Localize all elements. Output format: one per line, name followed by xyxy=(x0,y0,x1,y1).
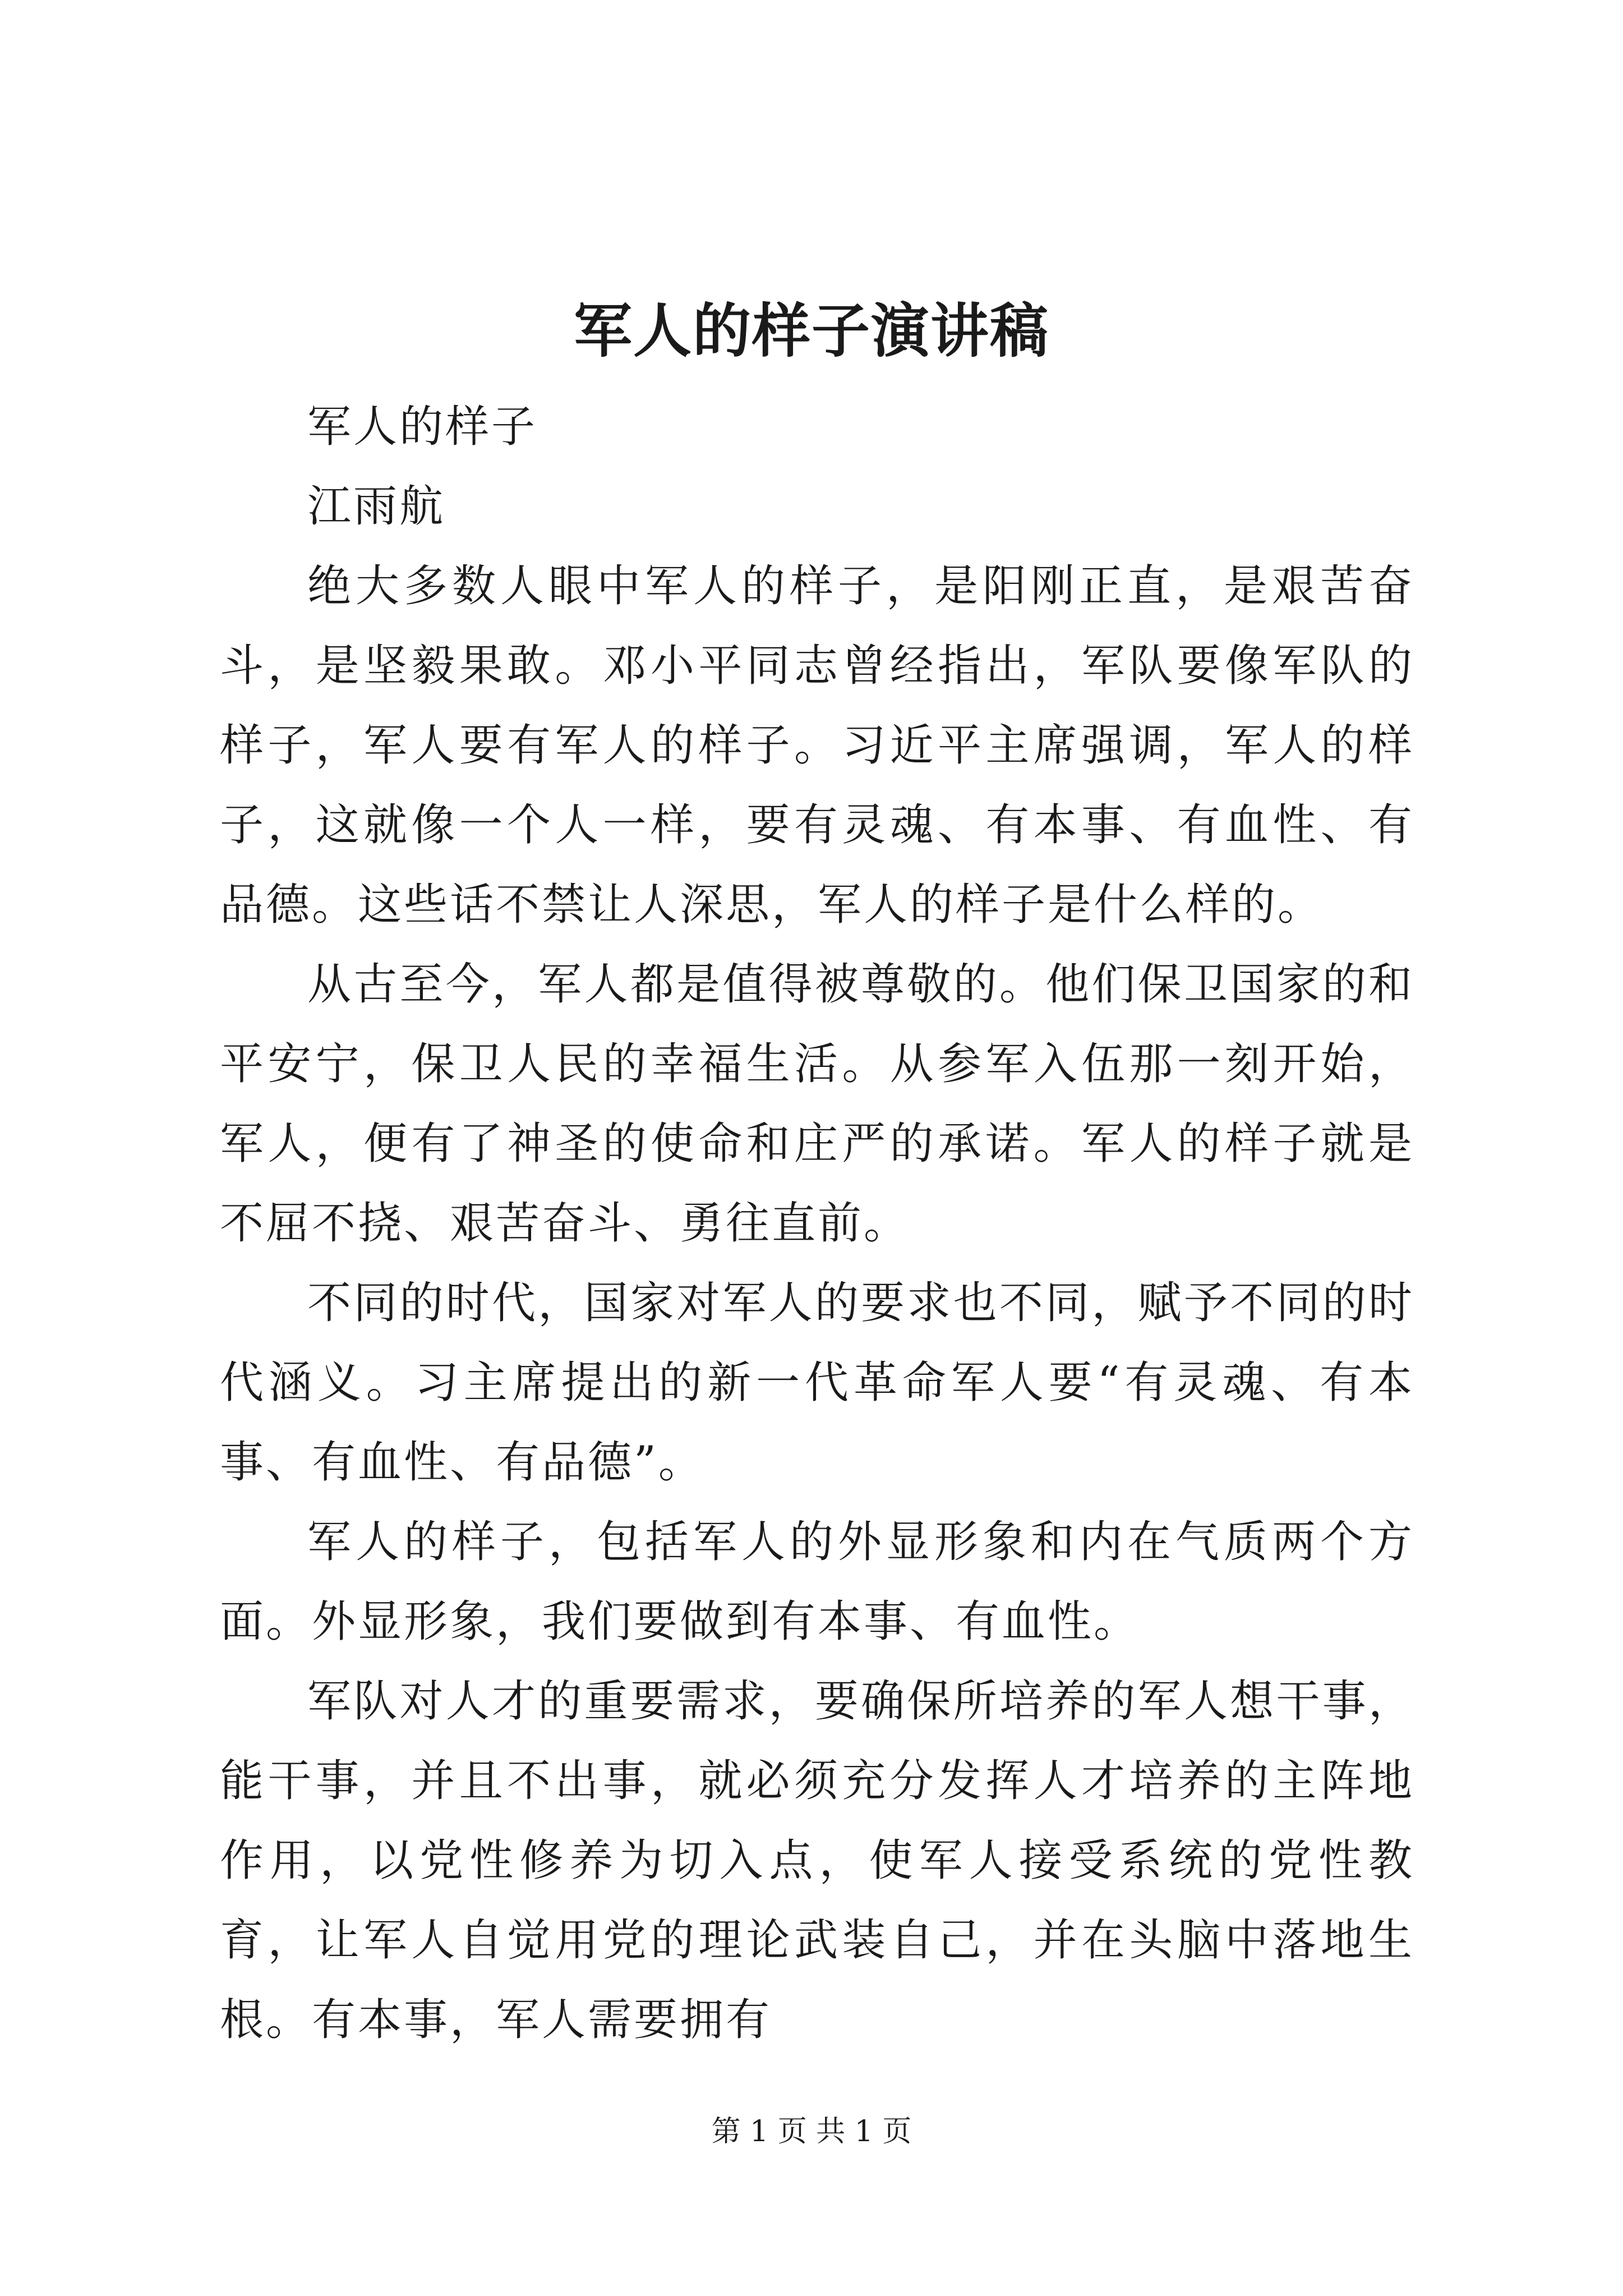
body-paragraph: 军人的样子，包括军人的外显形象和内在气质两个方面。外显形象，我们要做到有本事、有血性。 xyxy=(220,1517,1414,1647)
body-paragraph: 绝大多数人眼中军人的样子，是阳刚正直，是艰苦奋斗，是坚毅果敢。邓小平同志曾经指出，军队要像军队的样子，军人要有军人的样子。习近平主席强调，军人的样子，这就像一个人一样，要有灵魂、有本事、有血性、有品德。这些话不禁让人深思，军人的样子是什么样的。 xyxy=(220,561,1414,930)
body-paragraph: 从古至今，军人都是值得被尊敬的。他们保卫国家的和平安宁，保卫人民的幸福生活。从参军入伍那一刻开始，军人，便有了神圣的使命和庄严的承诺。军人的样子就是不屈不挠、艰苦奋斗、勇往直前。 xyxy=(220,959,1414,1249)
author-paragraph: 江雨航 xyxy=(307,481,446,532)
document-title: 军人的样子演讲稿 xyxy=(573,296,1049,365)
body-paragraph: 不同的时代，国家对军人的要求也不同，赋予不同的时代涵义。习主席提出的新一代革命军人要“有灵魂、有本事、有血性、有品德”。 xyxy=(220,1278,1414,1488)
document-body xyxy=(220,387,1414,2060)
subtitle-paragraph: 军人的样子 xyxy=(307,402,538,452)
body-paragraph: 军队对人才的重要需求，要确保所培养的军人想干事，能干事，并且不出事，就必须充分发挥人才培养的主阵地作用，以党性修养为切入点，使军人接受系统的党性教育，让军人自觉用党的理论武装自己，并在头脑中落地生根。有本事，军人需要拥有 xyxy=(220,1676,1414,2045)
page-number-footer: 第 1 页 共 1 页 xyxy=(711,2115,912,2148)
